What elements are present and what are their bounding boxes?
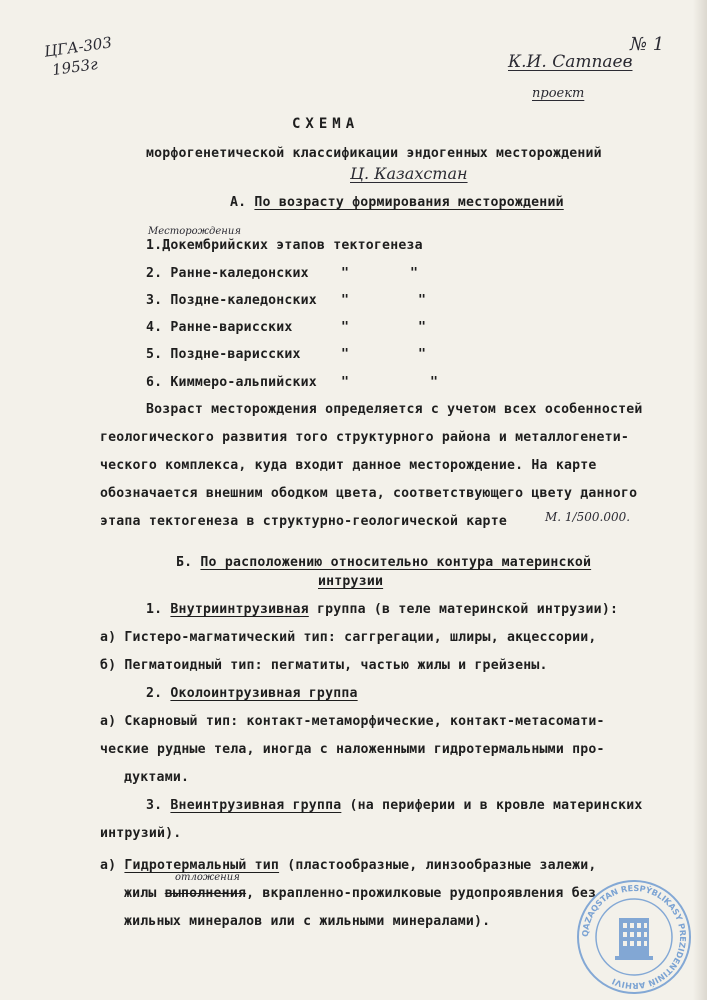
paragraph-line-3: ческого комплекса, куда входит данное месторождение. На карте: [100, 458, 597, 473]
age-item-4: 4. Ранне-варисских: [146, 320, 293, 335]
author-signature: К.И. Сатпаев: [508, 52, 633, 72]
group-1-heading: 1. Внутриинтрузивная группа (в теле материнской интрузии):: [146, 602, 619, 617]
group-3-item-a-line3: жильных минералов или с жильными минералами).: [124, 914, 491, 929]
paragraph-line-4: обозначается внешним ободком цвета, соответствующего цвету данного: [100, 486, 638, 501]
ditto-mark: ": [418, 347, 427, 362]
group-2-heading: 2. Околоинтрузивная группа: [146, 686, 358, 701]
group-3-heading-cont: интрузий).: [100, 826, 182, 841]
ditto-mark: ": [341, 293, 350, 308]
paragraph-line-5: этапа тектогенеза в структурно-геологической карте: [100, 514, 507, 529]
ditto-mark: ": [418, 320, 427, 335]
ditto-mark: ": [410, 266, 419, 281]
section-b-heading: Б. По расположению относительно контура материнской: [176, 555, 592, 570]
archive-ref-1: ЦГА-303: [43, 33, 113, 61]
ditto-mark: ": [418, 293, 427, 308]
status-note: проект: [532, 86, 585, 101]
folio-number: № 1: [630, 34, 665, 55]
group-1-item-b: б) Пегматоидный тип: пегматиты, частью жилы и грейзены.: [100, 658, 548, 673]
scale-note: М. 1/500.000.: [545, 510, 631, 524]
section-a-insert: Месторождения: [148, 226, 241, 237]
group-3-item-a: а) Гидротермальный тип (пластообразные, линзообразные залежи,: [100, 858, 597, 873]
paper-edge: [693, 0, 707, 1000]
archive-stamp: [575, 878, 693, 996]
section-a-heading: А. По возрасту формирования месторождений: [230, 195, 564, 210]
ditto-mark: ": [341, 347, 350, 362]
archive-ref-2: 1953г: [50, 54, 99, 80]
stamp-ring-text: QAZAQSTAN RESPÝBLIKASY PREZIDENTINIŃ ARHIVI: [579, 882, 689, 992]
section-b-heading-line2: интрузии: [318, 574, 384, 589]
group-1-item-a: а) Гистеро-магматический тип: саггрегации, шлиры, акцессории,: [100, 630, 597, 645]
group-2-line-1: а) Скарновый тип: контакт-метаморфические, контакт-метасомати-: [100, 714, 605, 729]
group-2-line-3: дуктами.: [124, 770, 190, 785]
ditto-mark: ": [430, 375, 439, 390]
group-3-item-a-line2: жилы выполнения, вкрапленно-прожилковые рудопроявления без: [124, 886, 597, 901]
insert-correction: отложения: [175, 872, 240, 883]
paragraph-line-2: геологического развития того структурного района и металлогенети-: [100, 430, 630, 445]
age-item-1: 1.Докембрийских этапов тектогенеза: [146, 238, 423, 253]
paragraph-line-1: Возраст месторождения определяется с учетом всех особенностей: [146, 402, 643, 417]
region-note: Ц. Казахстан: [350, 164, 468, 183]
group-2-line-2: ческие рудные тела, иногда с наложенными гидротермальными про-: [100, 742, 605, 757]
group-3-heading: 3. Внеинтрузивная группа (на периферии и в кровле материнских: [146, 798, 643, 813]
ditto-mark: ": [341, 320, 350, 335]
document-title: СХЕМА: [292, 116, 360, 132]
ditto-mark: ": [341, 266, 350, 281]
document-subtitle: морфогенетической классификации эндогенных месторождений: [146, 146, 602, 161]
ditto-mark: ": [341, 375, 350, 390]
age-item-5: 5. Поздне-варисских: [146, 347, 301, 362]
age-item-6: 6. Киммеро-альпийских: [146, 375, 317, 390]
age-item-3: 3. Поздне-каледонских: [146, 293, 317, 308]
age-item-2: 2. Ранне-каледонских: [146, 266, 309, 281]
